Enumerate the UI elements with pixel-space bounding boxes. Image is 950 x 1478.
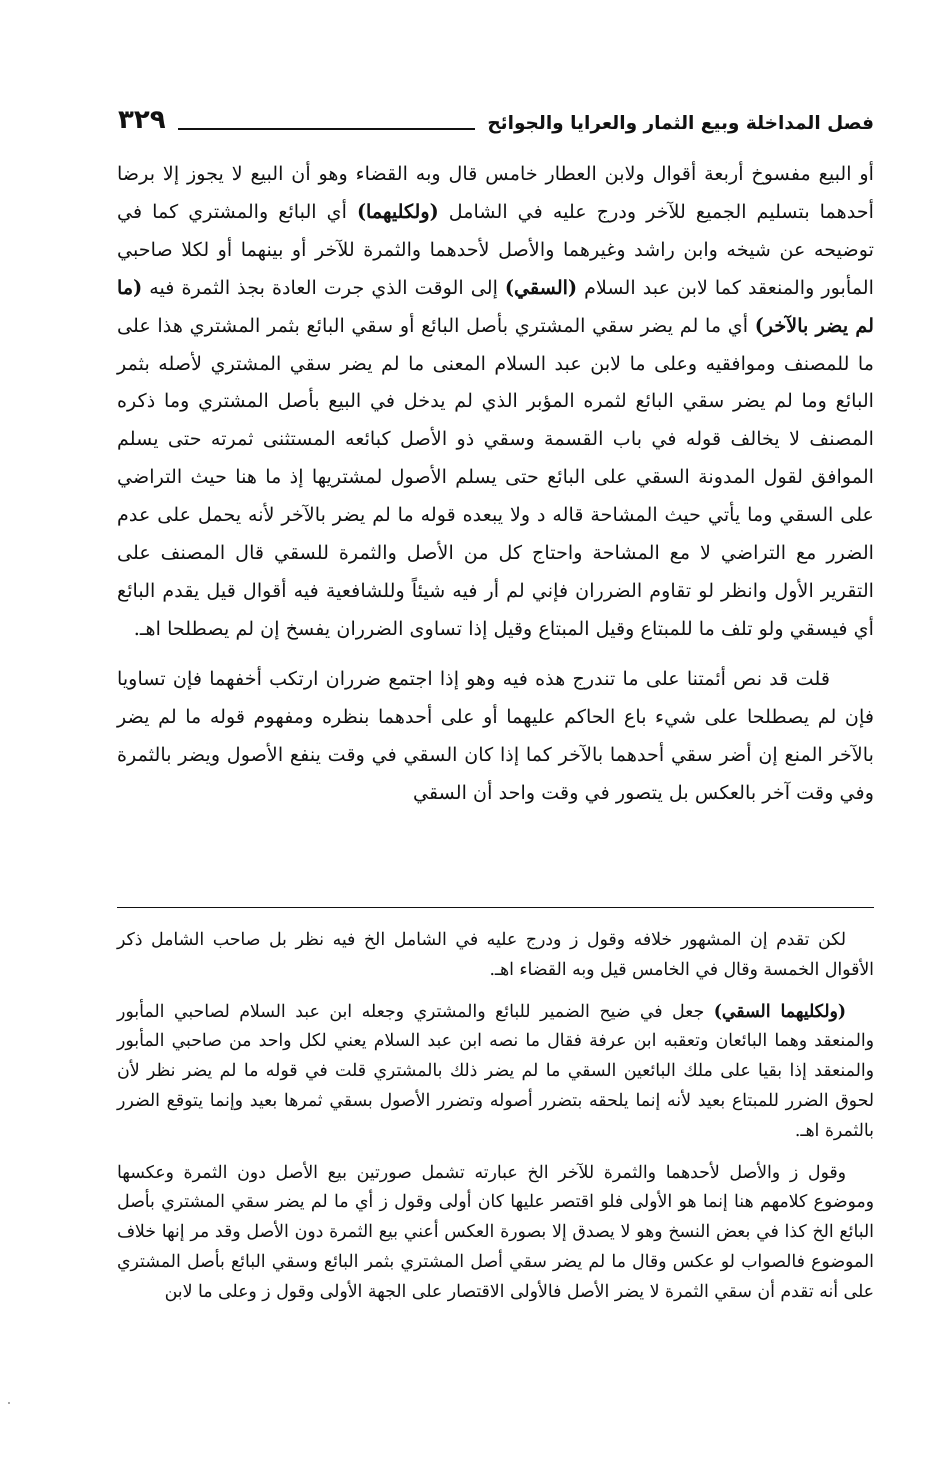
main-paragraph-1 — [117, 155, 874, 648]
bold-term: (ولكليهما السقي) — [713, 1001, 847, 1022]
text-segment: وقول ز والأصل لأحدهما والثمرة للآخر الخ عبارته تشمل صورتين بيع الأصل دون الثمرة وعكسها وموضوع كلامهم هنا إنما هو الأولى فلو اقتصر عليها كان أولى وقول ز أي ما لم يضر سقي المشتري بأصل البائع الخ كذا في بعض النسخ وهو لا يصدق إلا بصورة العكس أعني بيع الثمرة دون الأصل وقد مر إنها خلاف الموضوع فالصواب لو عكس وقال ما لم يضر سقي أصل المشتري بثمر البائع وسقي البائع بأصل المشتري على أنه تقدم أن سقي الثمرة لا يضر الأصل فالأولى الاقتصار على الجهة الأولى وقول ز وعلى ما لابن — [117, 1162, 874, 1302]
text-segment: أو البيع مفسوخ أربعة أقوال ولابن العطار خامس قال وبه القضاء وهو أن البيع لا يجوز إلا برضا أحدهما بتسليم الجميع للآخر ودرج عليه في الشامل — [117, 162, 874, 223]
text-segment: أي ما لم يضر سقي المشتري بأصل البائع أو سقي البائع بثمر المشتري هذا على ما للمصنف وموافقيه وعلى ما لابن عبد السلام المعنى ما لم يضر سقي المشتري لأصله بثمر البائع وما لم يضر سقي البائع لثمره المؤبر الذي لم يدخل في البيع بأصل المشتري وما ذكره المصنف لا يخالف قوله في باب القسمة وسقي ذو الأصل كبائعه المستثنى ثمرته حتى يسلم الموافق لقول المدونة السقي على البائع حتى يسلم الأصول لمشتريها إذ ما هنا حيث التراضي على السقي وما يأتي حيث المشاحة قاله د ولا يبعده قوله ما لم يضر بالآخر لأنه يحمل على عدم الضرر مع التراضي لا مع المشاحة واحتاج كل من الأصل والثمرة للسقي قال المصنف على التقرير الأول وانظر لو تقاوم الضرران فإني لم أر فيه شيئاً وللشافعية فيه أقوال قيل يقدم البائع أي فيسقي ولو تلف ما للمبتاع وقيل المبتاع وقيل إذا تساوى الضرران يفسخ إن لم يصطلحا اهـ. — [117, 313, 874, 640]
bold-term: (السقي) — [504, 275, 578, 299]
main-text — [117, 155, 874, 811]
footnote-paragraph-1 — [117, 926, 874, 986]
text-segment: قلت قد نص أئمتنا على ما تندرج هذه فيه وهو إذا اجتمع ضرران ارتكب أخفهما فإن تساويا فإن لم يصطلحا على شيء باع الحاكم عليهما أو على أحدهما بنظره ومفهوم قوله ما لم يضر بالآخر المنع إن أضر سقي أحدهما بالآخر كما إذا كان السقي في وقت ينفع الأصول ويضر بالثمرة وفي وقت آخر بالعكس بل يتصور في وقت واحد أن السقي — [117, 666, 874, 804]
footnote-paragraph-2 — [117, 998, 874, 1147]
text-segment: أي البائع والمشتري كما في توضيحه عن شيخه وابن راشد وغيرهما والأصل لأحدهما والثمرة للآخر أو بينهما أو لكلا صاحبي المأبور والمنعقد كما لابن عبد السلام — [117, 199, 874, 299]
chapter-title: فصل المداخلة وبيع الثمار والعرايا والجوائح — [487, 112, 874, 134]
main-paragraph-2 — [117, 660, 874, 812]
running-header — [118, 97, 874, 133]
text-segment: إلى الوقت الذي جرت العادة بجذ الثمرة فيه — [142, 275, 505, 299]
footnotes — [117, 926, 874, 1320]
text-segment: جعل في ضيح الضمير للبائع والمشتري وجعله ابن عبد السلام لصاحبي المأبور والمنعقد وهما البائعان وتعقبه ابن عرفة فقال ما نصه ابن عبد السلام يعني لكل واحد من صاحبي المأبور والمنعقد إذا بقيا على ملك البائعين السقي ما لم يضر ذلك بالمشتري قلت في قوله ما لم يضر نظر لأن لحوق الضرر للمبتاع بعيد لأنه إنما يلحقه بتضرر أصوله وتضرر الأصول بسقي ثمرها بعيد وإنما يتوقع الضرر بالثمرة اهـ. — [117, 1001, 874, 1141]
bold-term: (ما لم يضر بالآخر) — [117, 275, 874, 337]
text-segment: لكن تقدم إن المشهور خلافه وقول ز ودرج عليه في الشامل الخ فيه نظر بل صاحب الشامل ذكر الأقوال الخمسة وقال في الخامس قيل وبه القضاء اهـ. — [117, 930, 874, 980]
footnote-separator — [117, 907, 874, 908]
header-rule — [178, 128, 476, 130]
bold-term: (ولكليهما) — [356, 199, 439, 223]
page-number: ٣٢٩ — [118, 105, 166, 135]
scan-speck — [8, 1402, 10, 1404]
footnote-paragraph-3 — [117, 1159, 874, 1308]
